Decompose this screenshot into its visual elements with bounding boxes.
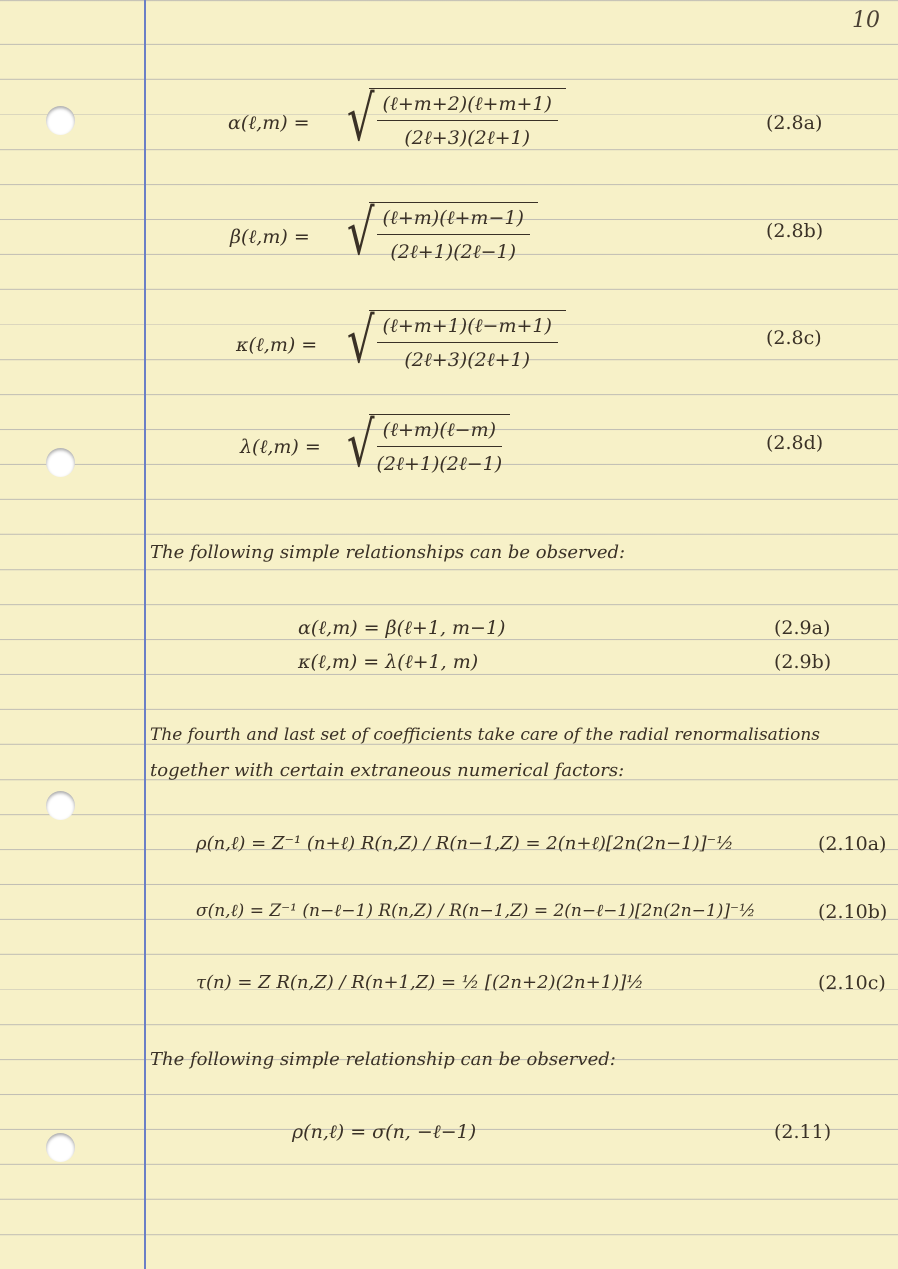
text-relationships-intro: The following simple relationships can be observed:: [150, 542, 626, 563]
text-relationship-intro: The following simple relationship can be observed:: [150, 1049, 616, 1070]
equation-number-2-8b: (2.8b): [766, 220, 824, 242]
equation-number-2-10c: (2.10c): [818, 972, 886, 994]
equation-2-10b: σ(n,ℓ) = Z⁻¹ (n−ℓ−1) R(n,Z) / R(n−1,Z) = 2(n−ℓ−1)[2n(2n−1)]⁻½: [196, 901, 756, 921]
equation-2-10c: τ(n) = Z R(n,Z) / R(n+1,Z) = ½ [(2n+2)(2n+1)]½: [196, 972, 644, 993]
equation-number-2-11: (2.11): [774, 1121, 832, 1143]
equation-2-8d-rhs: [335, 408, 510, 481]
equation-number-2-9a: (2.9a): [774, 617, 831, 639]
equation-number-2-8a: (2.8a): [766, 112, 823, 134]
numerator: (ℓ+m+1)(ℓ−m+1): [377, 315, 558, 343]
denominator: (2ℓ+3)(2ℓ+1): [404, 127, 531, 149]
equation-number-2-9b: (2.9b): [774, 651, 832, 673]
punch-hole-2: [46, 448, 75, 477]
text-radial-line2: together with certain extraneous numerical factors:: [150, 760, 625, 781]
margin-line: [144, 0, 146, 1269]
equation-2-8b-lhs: β(ℓ,m) =: [230, 226, 310, 248]
equation-2-8d-lhs: λ(ℓ,m) =: [240, 436, 321, 458]
sqrt-sign: √: [346, 408, 375, 481]
equation-2-9a: α(ℓ,m) = β(ℓ+1, m−1): [298, 617, 506, 639]
equation-number-2-8d: (2.8d): [766, 432, 824, 454]
page-number: 10: [852, 8, 880, 33]
denominator: (2ℓ+1)(2ℓ−1): [376, 453, 503, 475]
equation-2-9b: κ(ℓ,m) = λ(ℓ+1, m): [298, 651, 479, 673]
equation-number-2-10a: (2.10a): [818, 833, 887, 855]
sqrt-sign: √: [346, 196, 375, 269]
punch-hole-1: [46, 106, 75, 135]
punch-hole-3: [46, 791, 75, 820]
sqrt-sign: √: [346, 82, 375, 155]
equation-number-2-8c: (2.8c): [766, 327, 822, 349]
punch-hole-4: [46, 1133, 75, 1162]
text-radial-line1: The fourth and last set of coefficients take care of the radial renormalisations: [150, 725, 820, 745]
equation-2-8a-lhs: α(ℓ,m) =: [228, 112, 310, 134]
denominator: (2ℓ+3)(2ℓ+1): [404, 349, 531, 371]
equation-2-11: ρ(n,ℓ) = σ(n, −ℓ−1): [292, 1121, 477, 1143]
equation-2-8c-rhs: [335, 304, 566, 377]
denominator: (2ℓ+1)(2ℓ−1): [390, 241, 517, 263]
equation-2-8a-rhs: [335, 82, 566, 155]
equation-2-10a: ρ(n,ℓ) = Z⁻¹ (n+ℓ) R(n,Z) / R(n−1,Z) = 2(n+ℓ)[2n(2n−1)]⁻½: [196, 833, 734, 854]
numerator: (ℓ+m+2)(ℓ+m+1): [377, 93, 558, 121]
equation-number-2-10b: (2.10b): [818, 901, 888, 923]
numerator: (ℓ+m)(ℓ−m): [377, 419, 502, 447]
numerator: (ℓ+m)(ℓ+m−1): [377, 207, 530, 235]
equation-2-8c-lhs: κ(ℓ,m) =: [236, 334, 318, 356]
equation-2-8b-rhs: [335, 196, 538, 269]
sqrt-sign: √: [346, 304, 375, 377]
